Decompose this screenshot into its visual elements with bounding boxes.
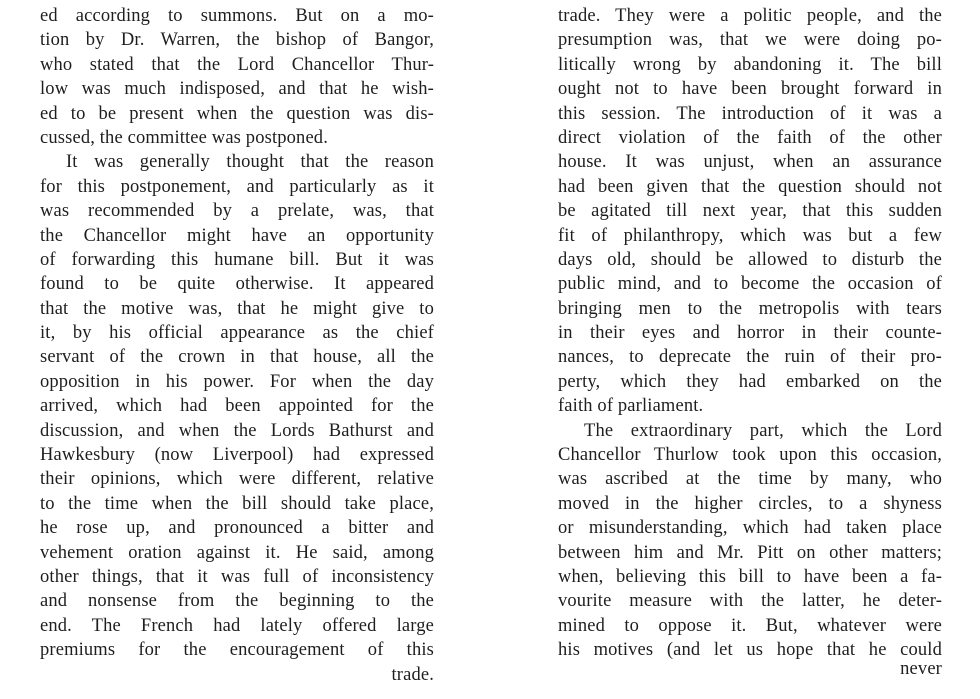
text-line: ed according to summons. But on a mo- xyxy=(40,6,434,26)
catchword: never xyxy=(900,658,942,679)
text-line: the Chancellor might have an opportunity xyxy=(40,225,434,246)
text-line: arrived, which had been appointed for the xyxy=(40,396,434,417)
paragraph-start-line: It was generally thought that the reason xyxy=(66,152,434,173)
text-line: that the motive was, that he might give to xyxy=(40,298,434,319)
text-line: mined to oppose it. But, whatever were xyxy=(558,615,942,636)
text-line: ought not to have been brought forward in xyxy=(558,79,942,100)
text-line: vehement oration against it. He said, among xyxy=(40,542,434,563)
left-column xyxy=(40,4,434,687)
text-line: faith of parliament. xyxy=(558,396,704,417)
text-line: was ascribed at the time by many, who xyxy=(558,469,942,490)
text-line: days old, should be allowed to disturb the xyxy=(558,249,942,270)
text-line: when, believing this bill to have been a fa- xyxy=(558,566,942,587)
text-line: nances, to deprecate the ruin of their pro- xyxy=(558,347,942,368)
text-line: in their eyes and horror in their counte- xyxy=(558,323,942,344)
paragraph-start-line: The extraordinary part, which the Lord xyxy=(584,420,942,441)
text-line: vourite measure with the latter, he deter- xyxy=(558,591,942,612)
text-line: servant of the crown in that house, all the xyxy=(40,347,434,368)
text-line: low was much indisposed, and that he wish- xyxy=(40,79,434,100)
text-line: or misunderstanding, which had taken place xyxy=(558,518,942,539)
text-line: he rose up, and pronounced a bitter and xyxy=(40,518,434,539)
text-line: trade. They were a politic people, and the xyxy=(558,6,942,26)
text-line: presumption was, that we were doing po- xyxy=(558,30,942,51)
text-line: for this postponement, and particularly as it xyxy=(40,176,434,197)
text-line: end. The French had lately offered large xyxy=(40,615,434,636)
text-line: had been given that the question should not xyxy=(558,176,942,197)
text-line: his motives (and let us hope that he could xyxy=(558,640,942,661)
text-line: perty, which they had embarked on the xyxy=(558,371,942,392)
text-line: between him and Mr. Pitt on other matters; xyxy=(558,542,942,563)
text-line: their opinions, which were different, relative xyxy=(40,469,434,490)
text-line: of forwarding this humane bill. But it was xyxy=(40,249,434,270)
text-line: ed to be present when the question was dis- xyxy=(40,103,434,124)
text-line: was recommended by a prelate, was, that xyxy=(40,201,434,222)
text-line: other things, that it was full of inconsistency xyxy=(40,566,434,587)
text-line: discussion, and when the Lords Bathurst and xyxy=(40,420,434,441)
text-line: tion by Dr. Warren, the bishop of Bangor, xyxy=(40,30,434,51)
text-line: Hawkesbury (now Liverpool) had expressed xyxy=(40,445,434,466)
text-line: public mind, and to become the occasion of xyxy=(558,274,942,295)
text-line: opposition in his power. For when the day xyxy=(40,371,434,392)
catchword: trade. xyxy=(391,664,434,685)
right-column xyxy=(558,4,942,681)
text-line: this session. The introduction of it was a xyxy=(558,103,942,124)
text-line: and nonsense from the beginning to the xyxy=(40,591,434,612)
text-line: cussed, the committee was postponed. xyxy=(40,127,328,148)
text-line: Chancellor Thurlow took upon this occasion, xyxy=(558,445,942,466)
text-line: found to be quite otherwise. It appeared xyxy=(40,274,434,295)
text-line: direct violation of the faith of the other xyxy=(558,127,942,148)
text-line: be agitated till next year, that this sudden xyxy=(558,201,942,222)
text-line: premiums for the encouragement of this xyxy=(40,640,434,661)
text-line: who stated that the Lord Chancellor Thur- xyxy=(40,54,434,75)
text-line: house. It was unjust, when an assurance xyxy=(558,152,942,173)
text-line: moved in the higher circles, to a shyness xyxy=(558,493,942,514)
text-line: fit of philanthropy, which was but a few xyxy=(558,225,942,246)
text-line: bringing men to the metropolis with tears xyxy=(558,298,942,319)
text-line: to the time when the bill should take place, xyxy=(40,493,434,514)
text-line: litically wrong by abandoning it. The bill xyxy=(558,54,942,75)
text-line: it, by his official appearance as the chief xyxy=(40,323,434,344)
